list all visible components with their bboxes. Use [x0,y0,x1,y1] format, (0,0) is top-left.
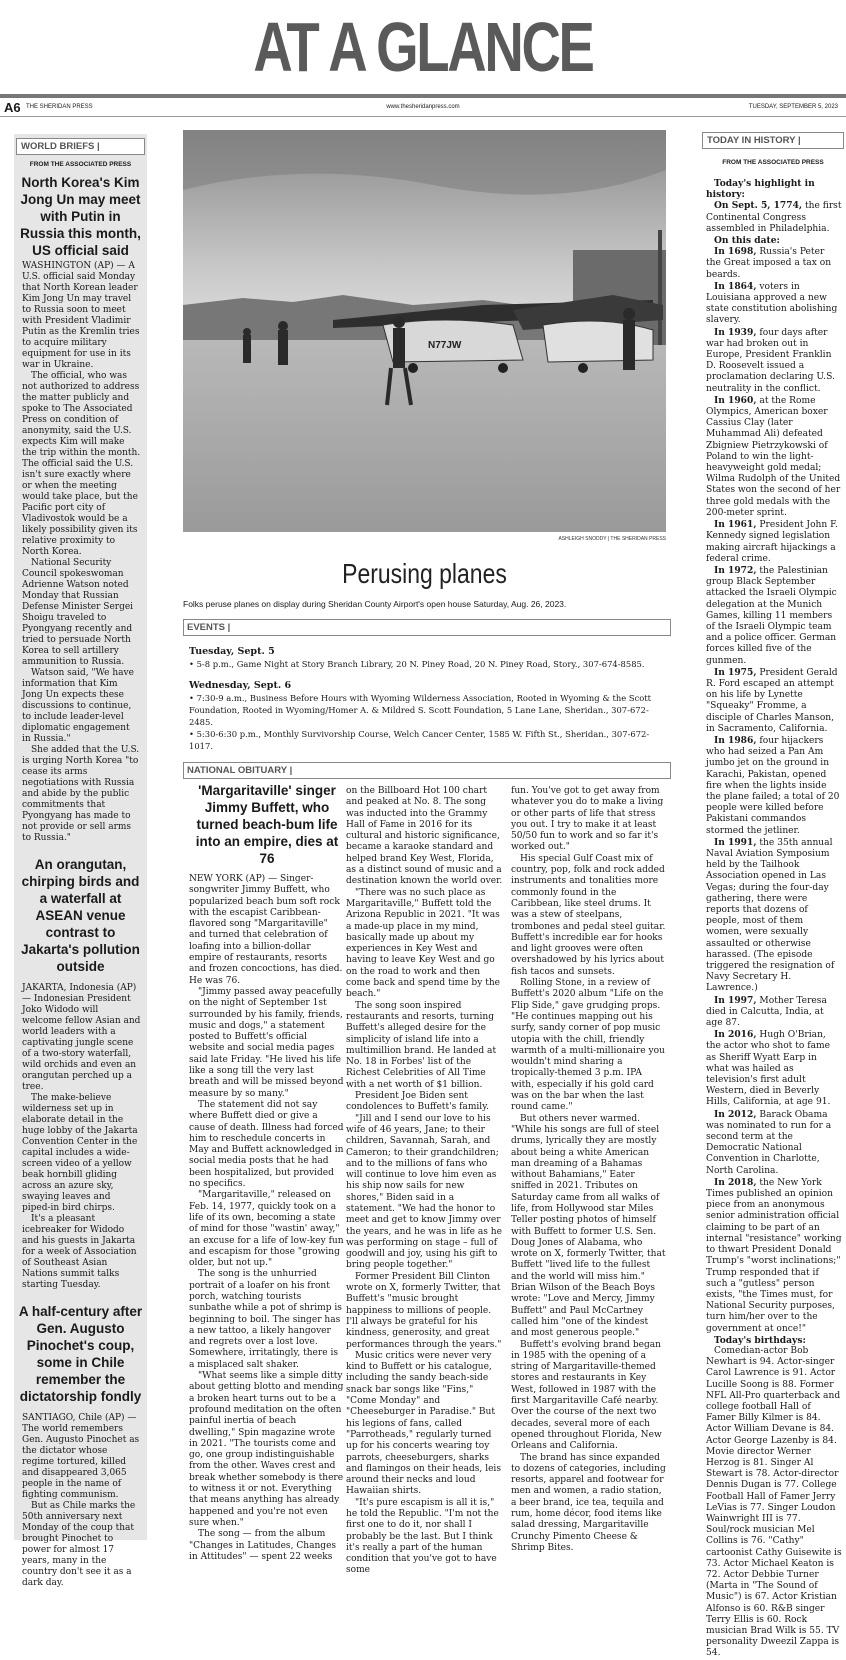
history-entry [706,1109,842,1177]
history-entry [706,995,842,1030]
events-label: EVENTS | [183,619,671,636]
photo-title: Perusing planes [342,558,507,589]
obit-paragraph: "There was no such place as Margaritaville," Buffett told the Arizona Republic in 2021. "It was a made-up place in my mind, basically made up about my experiences in Key West and having to leave Key West and go on the road to work and then come back and spend time by the beach." [346,887,501,1000]
photo-credit: ASHLEIGH SNODDY | THE SHERIDAN PRESS [558,536,666,542]
brief-headline-2: An orangutan, chirping birds and a waterfall at ASEAN venue contrast to Jakarta's pollution outside [21,857,140,974]
photo-illustration [183,130,666,532]
history-text: Hugh O'Brian, the actor who shot to fame as Sheriff Wyatt Earp in what was hailed as television's first adult Western, died in Beverly Hills, California, at age 91. [706,1030,831,1108]
brief-headline-1: North Korea's Kim Jong Un may meet with Putin in Russia this month, US official said [20,175,141,258]
obit-paragraph: The song soon inspired restaurants and resorts, turning Buffett's alleged desire for the simplicity of island life into a multimillion brand. He landed at No. 18 in Forbes' list of the Richest Celebrities of All Time with a net worth of $1 billion. [346,1000,497,1090]
history-entry [706,395,842,519]
history-year: In 1997, [714,994,757,1006]
obit-paragraph: "Margaritaville," released on Feb. 14, 1977, quickly took on a life of its own, becoming a state of mind for those "wastin' away," an excuse for a life of low-key fun and escapism for those "growing older, but not up." [189,1190,344,1269]
obit-paragraph: "Jill and I send our love to his wife of 46 years, Jane; to their children, Savannah, Sarah, and Cameron; to their grandchildren; and to the millions of fans who will continue to love him even as his ship now sails for new shores," Biden said in a statement. "We had the honor to meet and get to know Jimmy over the years, and he was in life as he was performing on stage – full of goodwill and joy, using his gift to bring people together." [346,1113,502,1271]
history-column [700,128,846,1659]
events-list [189,642,663,752]
history-text: Mother Teresa died in Calcutta, India, at age 87. [706,995,827,1029]
obit-paragraph: "Jimmy passed away peacefully on the night of September 1st surrounded by his family, friends, music and dogs," a statement posted to Buffett's official website and social media pages said late Friday. "He lived his life like a song till the very last breath and will be missed beyond measure by so many." [189,986,344,1099]
obit-paragraph: fun. You've got to get away from whatever you do to make a living or other parts of life that stress you out. I try to make it at least 50/50 fun to work and so far it's worked out." [511,786,664,853]
obituary-column-2 [346,786,504,1576]
history-year: In 1972, [714,564,757,576]
history-text: four hijackers who had seized a Pan Am jumbo jet on the ground in Karachi, Pakistan, opened fire when the lights inside the plane failed; a total of 20 people were killed before Pakistani commandos stormed the jetliner. [706,735,840,836]
birthdays-text: Comedian-actor Bob Newhart is 94. Actor-singer Carol Lawrence is 91. Actor Lucille Soong is 88. Former NFL All-Pro quarterback and college football Hall of Famer Billy Kilmer is 84. Actor William Devane is 84. Actor George Lazenby is 84. Movie director Werner Herzog is 81. Singer Al Stewart is 78. Actor-director Dennis Dugan is 77. College Football Hall of Famer Jerry LeVias is 77. Singer Loudon Wainwright III is 77. Soul/rock musician Mel Collins is 76. "Cathy" cartoonist Cathy Guisewite is 73. Actor Michael Keaton is 72. Actor Debbie Turner (Marta in "The Sound of Music") is 67. Actor Kristian Alfonso is 60. R&B singer Terry Ellis is 60. Rock musician Brad Wilk is 55. TV personality Dweezil Zappa is 54. [706,1345,842,1659]
event-day: Tuesday, Sept. 5 [189,646,275,657]
history-year: In 1960, [714,394,757,406]
obit-paragraph: The brand has since expanded to dozens of categories, including resorts, apparel and footwear for men and women, a radio station, a beer brand, ice tea, tequila and rum, home décor, food items like salad dressing, Margaritaville Crunchy Pimento Cheese & Shrimp Bites. [511,1452,666,1553]
highlight-text: the first Continental Congress assembled in Philadelphia. [706,201,842,234]
brief-3-paragraph: SANTIAGO, Chile (AP) — The world remembers Gen. Augusto Pinochet as the dictator whose regime tortured, killed and disappeared 3,065 people in the name of fighting communism. [22,1413,140,1500]
obit-paragraph: Rolling Stone, in a review of Buffett's 2020 album "Life on the Flip Side," gave grudging props. "He continues mapping out his surfy, sandy corner of pop music utopia with the chill, friendly warmth of a multi-millionaire you wouldn't mind sharing a tropically-themed 3 p.m. IPA with, especially if his gold card was on the bar when the last round came." [511,978,665,1113]
airport-photo [183,130,666,532]
event-item: • 5:30-6:30 p.m., Monthly Survivorship Course, Welch Cancer Center, 1585 W. Fifth St., Sheridan., 307-672-1017. [189,729,650,751]
world-briefs-column [14,134,147,1588]
folio-bar [0,100,846,114]
paper-url[interactable]: www.thesheridanpress.com [386,104,460,110]
brief-body-1 [22,261,141,844]
brief-1-paragraph: Watson said, "We have information that Kim Jong Un expects these discussions to continue, to include leader-level diplomatic engagement in Russia." [22,668,134,744]
history-entry [706,735,842,837]
history-year: In 2016, [714,1029,757,1041]
history-year: In 1698, [714,246,757,258]
obituary-headline: 'Margaritaville' singer Jimmy Buffett, who turned beach-bum life into an empire, dies at 76 [195,783,339,866]
history-year: In 1986, [714,734,757,746]
obit-paragraph: "It's pure escapism is all it is," he told the Republic. "I'm not the first one to do it, nor shall I probably be the last. But I think it's really a part of the human condition that you've got to have some [346,1497,499,1576]
highlight-lead: On Sept. 5, 1774, [714,200,803,212]
brief-1-paragraph: WASHINGTON (AP) — A U.S. official said Monday that North Korean leader Kim Jong Un may travel to Russia soon to meet with President Vladimir Putin as the Kremlin tries to acquire military equipment for use in its war in Ukraine. [22,261,140,370]
history-entry [706,837,842,995]
obit-paragraph: But others never warmed. "While his songs are full of steel drums, lyrically they are mostly about being a white American man dreaming of a Bahamas without Bahamians," Eater sniffed in 2021. Tributes on Saturday came from all walks of life, from Hollywood star Miles Teller posting photos of himself with Buffett to former U.S. Sen. Doug Jones of Alabama, who wrote on X, formerly Twitter, that Buffett "lived life to the fullest and the world will miss him." Brian Wilson of the Beach Boys wrote: "Love and Mercy, Jimmy Buffett" and Paul McCartney called him "one of the kindest and most generous people." [511,1113,666,1339]
history-year: In 1961, [714,519,757,531]
brief-3-paragraph: But as Chile marks the 50th anniversary next Monday of the coup that brought Pinochet to power for almost 17 years, many in the country don't see it as a dark day. [22,1501,136,1588]
obit-paragraph: NEW YORK (AP) — Singer-songwriter Jimmy Buffett, who popularized beach bum soft rock with the escapist Caribbean-flavored song "Margaritaville" and turned that celebration of loafing into a billion-dollar empire of restaurants, resorts and frozen concoctions, has died. He was 76. [189,874,343,986]
brief-body-3 [22,1413,141,1589]
history-text: Barack Obama was nominated to run for a second term at the Democratic National Convention in Charlotte, North Carolina. [706,1109,832,1176]
brief-headline-3: A half-century after Gen. Augusto Pinochet's coup, some in Chile remember the dictatorship fondly [18,1304,143,1404]
folio-rule [0,116,846,117]
masthead [0,0,846,96]
history-entry [706,281,842,327]
history-entry [706,565,842,667]
brief-1-paragraph: She added that the U.S. is urging North Korea "to cease its arms negotiations with Russia and abide by the public commitments that Pyongyang has made to not provide or sell arms to Russia." [22,745,140,843]
event-item: • 5-8 p.m., Game Night at Story Branch Library, 20 N. Piney Road, 20 N. Piney Road, Story., 307-674-8585. [189,659,645,669]
brief-body-2 [22,983,141,1291]
birthdays-label: Today's birthdays: [714,1334,806,1346]
history-year: In 2012, [714,1108,757,1120]
obit-paragraph: President Joe Biden sent condolences to Buffett's family. [346,1091,489,1113]
brief-2-paragraph: The make-believe wilderness set up in elaborate detail in the huge lobby of the Jakarta Convention Center in the capital includes a wide-screen video of a yellow beak hornbill gliding across an azure sky, swaying leaves and piped-in bird chirps. [22,1093,138,1213]
tail-number: N77JW [428,340,462,351]
obituary-label: NATIONAL OBITUARY | [183,762,671,779]
history-entry [706,1177,842,1335]
obit-paragraph: His special Gulf Coast mix of country, pop, folk and rock added instruments and tonalities more commonly found in the Caribbean, like steel drums. It was a stew of steelpans, trombones and pedal steel guitar. Buffett's incredible ear for hooks and light grooves were often overshadowed by his lyrics about fish tacos and sunsets. [511,853,666,977]
history-body [706,178,842,1660]
event-day: Wednesday, Sept. 6 [189,680,292,691]
brief-1-paragraph: The official, who was not authorized to address the matter publicly and spoke to The Associated Press on condition of anonymity, said the U.S. expects Kim will make the trip within the month. The official said the U.S. isn't sure exactly where or when the meeting would take place, but the Pacific port city of Vladivostok would be a likely possibility given its relative proximity to North Korea. [22,371,141,557]
paper-name: THE SHERIDAN PRESS [26,104,93,110]
world-briefs-source: FROM THE ASSOCIATED PRESS [29,161,132,168]
history-text: President Gerald R. Ford escaped an attempt on his life by Lynette "Squeaky" Fromme, a disciple of Charles Manson, in Sacramento, California. [706,667,838,734]
history-entry [706,667,842,735]
obit-paragraph: Former President Bill Clinton wrote on X, formerly Twitter, that Buffett's "music brought happiness to millions of people. I'll always be grateful for his kindness, generosity, and great performances through the years." [346,1271,502,1350]
history-text: four days after war had broken out in Europe, President Franklin D. Roosevelt issued a proclamation declaring U.S. neutrality in the conflict. [706,327,835,394]
obit-paragraph: The statement did not say where Buffett died or give a cause of death. Illness had forced him to reschedule concerts in May and Buffett acknowledged in social media posts that he had been hospitalized, but provided no specifics. [189,1099,344,1190]
history-year: In 1991, [714,836,757,848]
history-text: President John F. Kennedy signed legislation making aircraft hijackings a federal crime. [706,520,838,564]
history-source: FROM THE ASSOCIATED PRESS [722,159,824,166]
history-label: TODAY IN HISTORY | [702,132,844,149]
world-briefs-label: WORLD BRIEFS | [16,138,145,155]
page-title: AT A GLANCE [253,8,593,86]
brief-2-paragraph: JAKARTA, Indonesia (AP) — Indonesian President Joko Widodo will welcome fellow Asian and world leaders with a captivating jungle scene of a two-story waterfall, wild orchids and even an orangutan perched up a tree. [22,983,141,1092]
masthead-rule [0,94,846,98]
issue-date: TUESDAY, SEPTEMBER 5, 2023 [748,104,838,110]
history-text: Russia's Peter the Great imposed a tax on beards. [706,247,832,280]
history-year: In 1975, [714,666,757,678]
history-text: voters in Louisiana approved a new state constitution abolishing slavery. [706,281,838,326]
brief-1-paragraph: National Security Council spokeswoman Adrienne Watson noted Monday that Russian Defense Minister Sergei Shoigu traveled to Pyongyang recently and tried to persuade North Korea to sell artillery ammunition to Russia. [22,558,134,667]
history-year: In 1939, [714,326,757,338]
photo-caption: Folks peruse planes on display during Sheridan County Airport's open house Saturday, Aug. 26, 2023. [183,599,567,609]
history-text: the 35th annual Naval Aviation Symposium held by the Tailhook Association opened in Las Vegas; during the four-day gathering, there were reports that dozens of people, most of them women, were sexually assaulted or otherwise harassed. (The episode triggered the resignation of Navy Secretary H. Lawrence.) [706,837,835,994]
on-this-date-label: On this date: [714,235,780,247]
history-year: In 2018, [714,1176,757,1188]
history-text: at the Rome Olympics, American boxer Cassius Clay (later Muhammad Ali) defeated Zbigniew Pietrzykowski of Poland to win the light-heavyweight gold medal; Wilma Rudolph of the United States won the second of her three gold medals with the 200-meter sprint. [706,395,841,518]
event-item: • 7:30-9 a.m., Business Before Hours with Wyoming Wilderness Association, Rooted in Wyoming & the Scott Foundation, Rooted in Wyoming/Homer A. & Mildred S. Scott Foundation, 5 Lane Lane, Sheridan., 307-672-2485. [189,693,652,727]
obit-paragraph: Music critics were never very kind to Buffett or his catalogue, including the sandy beach-side snack bar songs like "Fins," "Come Monday" and "Cheeseburger in Paradise." But his legions of fans, called "Parrotheads," regularly turned up for his concerts wearing toy parrots, cheeseburgers, sharks and flamingos on their heads, leis around their necks and loud Hawaiian shirts. [346,1350,501,1497]
page-number: A6 [4,100,21,115]
history-entry [706,246,842,281]
obituary-column-3 [511,786,666,1553]
obit-paragraph: The song — from the album "Changes in Latitudes, Changes in Attitudes" — spent 22 weeks [189,1529,337,1562]
highlight-label: Today's highlight in history: [706,178,815,201]
history-text: the Palestinian group Black September attacked the Israeli Olympic delegation at the Munich Games, killing 11 members of the Israeli Olympic team and a police officer. German forces killed five of the gunmen. [706,565,837,666]
obit-paragraph: "What seems like a simple ditty about getting blotto and mending a broken heart turns out to be a profound meditation on the often painful inertia of beach dwelling," Spin magazine wrote in 2021. "The tourists come and go, one group indistinguishable from the other. Waves crest and break whether somebody is there to witness it or not. Everything that means anything has already happened and you're not even sure when." [189,1371,344,1528]
history-year: In 1864, [714,280,757,292]
obit-paragraph: Buffett's evolving brand began in 1985 with the opening of a string of Margaritaville-themed stores and restaurants in Key West, followed in 1987 with the first Margaritaville Café nearby. Over the course of the next two decades, several more of each opened throughout Florida, New Orleans and California. [511,1339,662,1452]
history-entry [706,327,842,395]
highlight-entry [706,200,842,235]
history-entry [706,1029,842,1108]
history-text: the New York Times published an opinion piece from an anonymous senior administration official claiming to be part of an internal "resistance" working to thwart President Donald Trump's "worst inclinations;" Trump responded that if such a "gutless" person exists, "the Times must, for National Security purposes, turn him/her over to the government at once!" [706,1177,842,1334]
obituary-column-1 [189,874,344,1562]
obit-paragraph: The song is the unhurried portrait of a loafer on his front porch, watching tourists sunbathe while a pot of shrimp is beginning to boil. The singer has a new tattoo, a likely hangover and regrets over a lost love. Somewhere, irritatingly, there is a misplaced salt shaker. [189,1269,342,1370]
history-entry [706,519,842,565]
obit-paragraph: on the Billboard Hot 100 chart and peaked at No. 8. The song was inducted into the Grammy Hall of Fame in 2016 for its cultural and historic significance, became a karaoke standard and helped brand Key West, Florida, as a distinct sound of music and a destination known the world over. [346,786,503,887]
brief-2-paragraph: It's a pleasant icebreaker for Widodo and his guests in Jakarta for a week of Association of Southeast Asian Nations summit talks starting Tuesday. [22,1214,137,1290]
